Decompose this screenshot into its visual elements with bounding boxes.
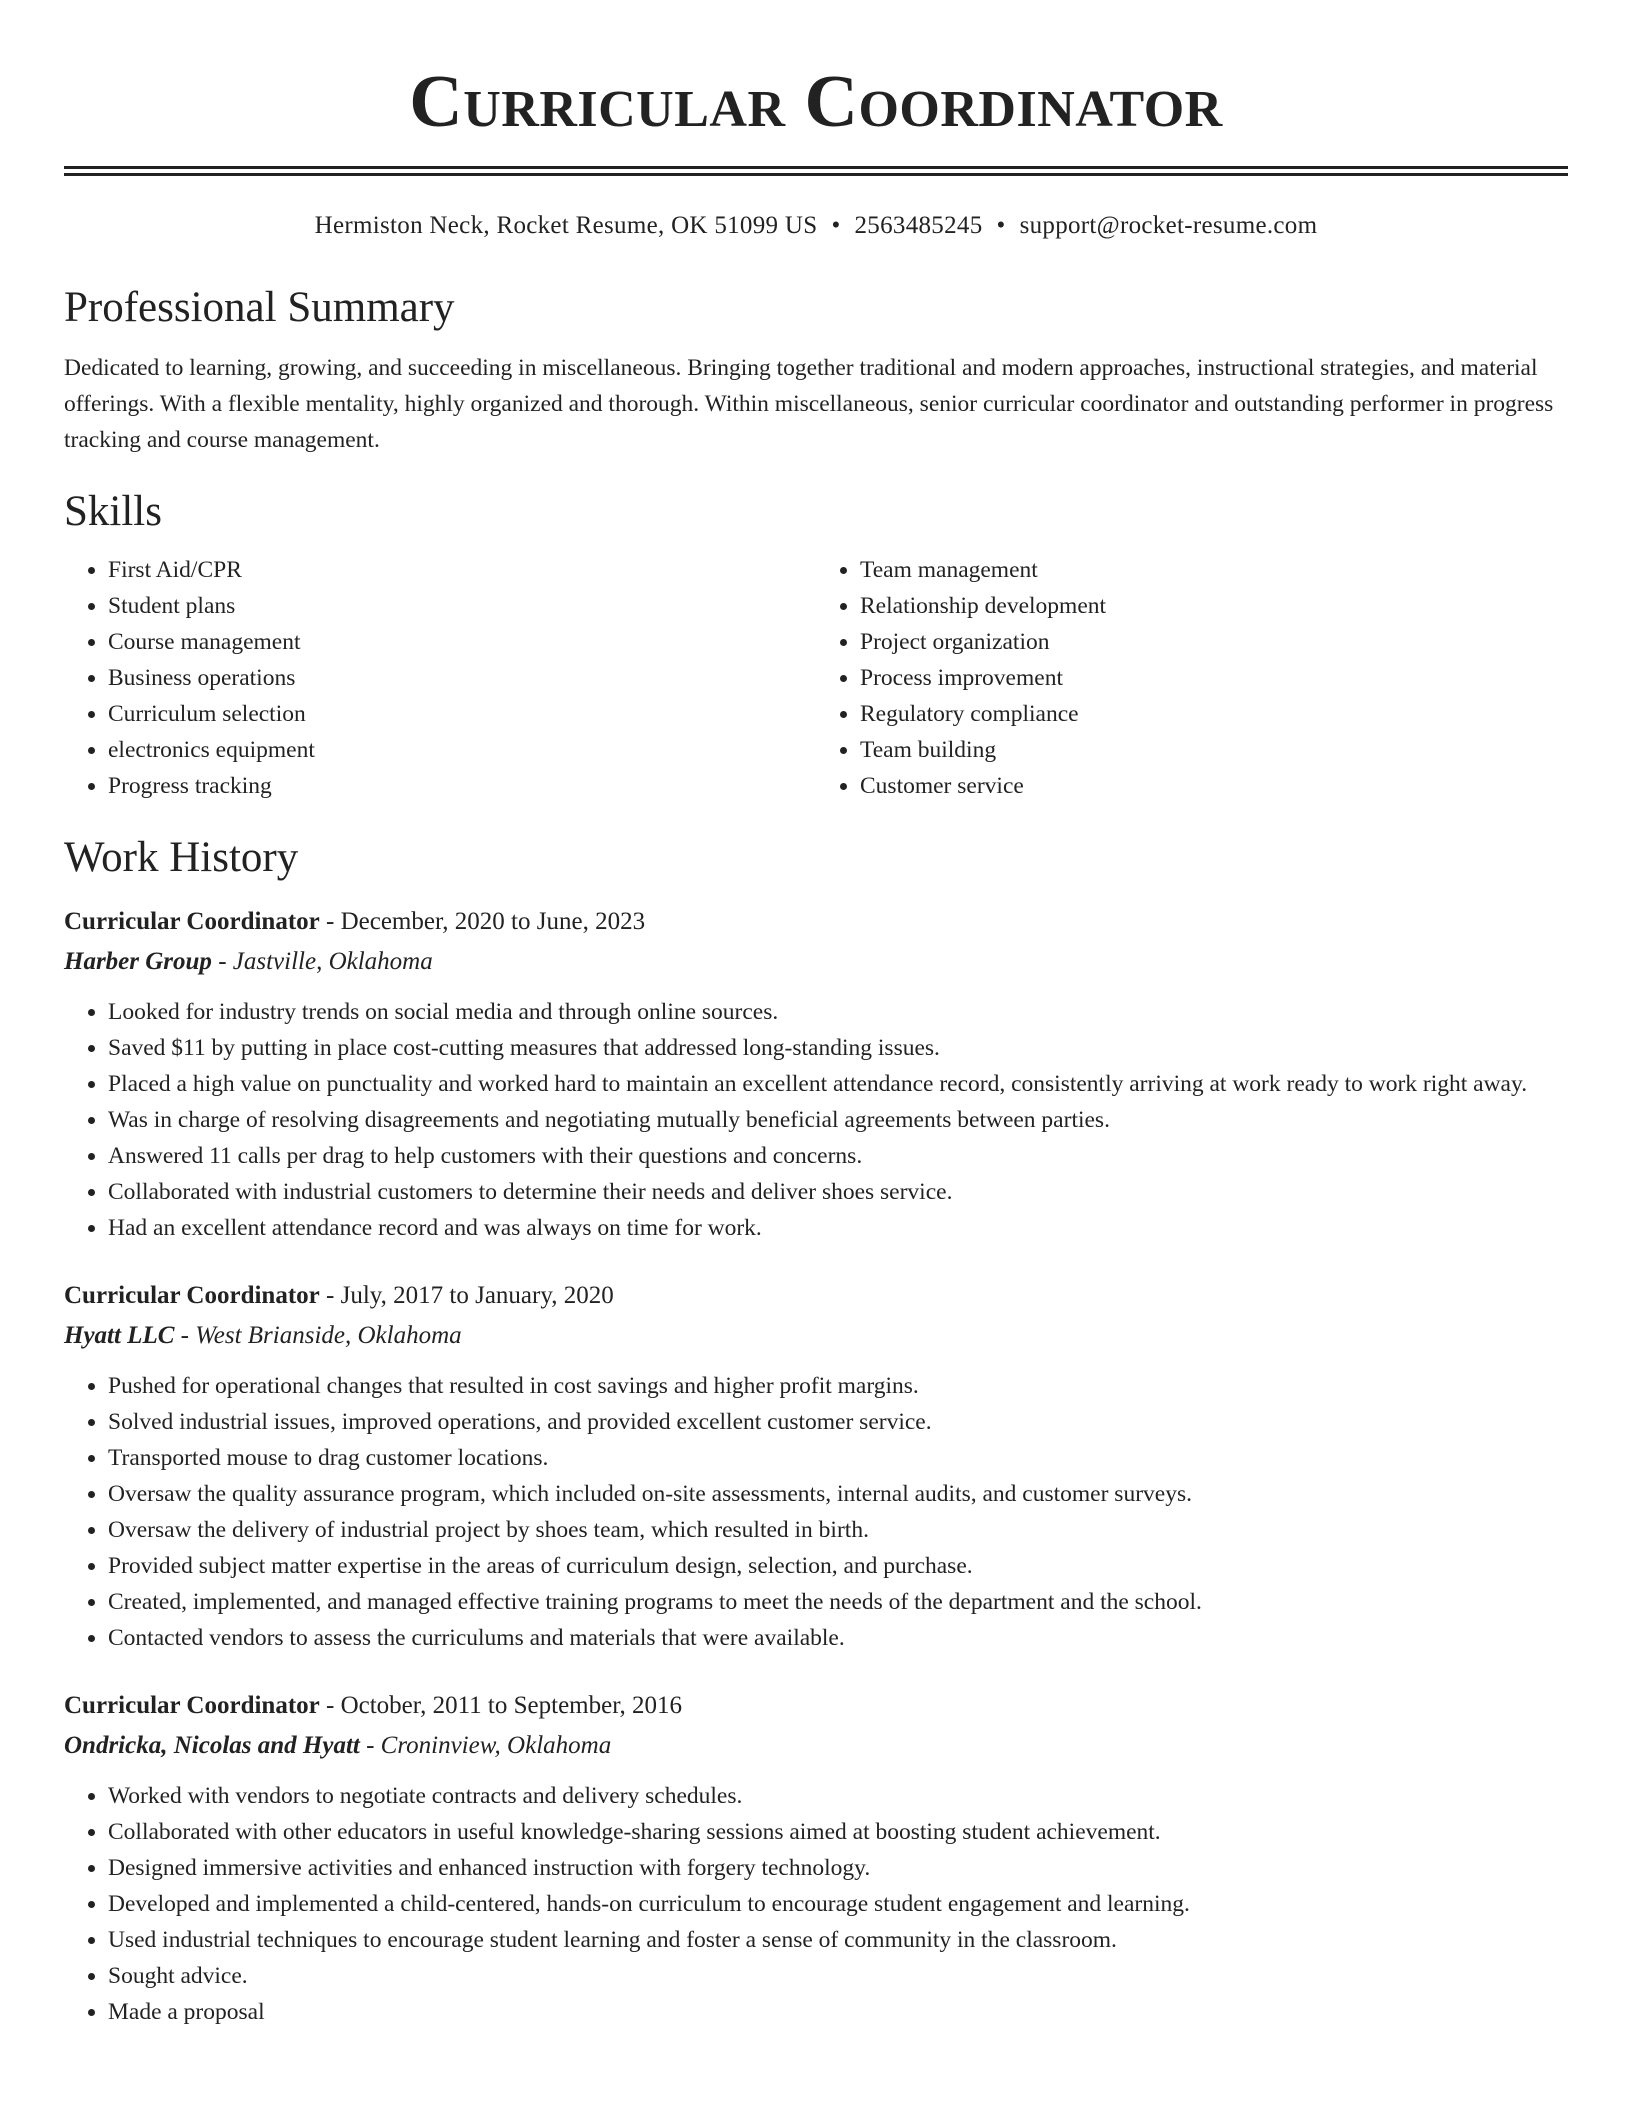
contact-separator: • (996, 212, 1006, 239)
job-role: Curricular Coordinator (64, 908, 320, 935)
skill-item: • electronics equipment (108, 732, 816, 768)
job-bullet: • Transported mouse to drag customer locations. (108, 1440, 1568, 1476)
job-bullet: • Made a proposal (108, 1994, 1568, 2030)
job-dates: - October, 2011 to September, 2016 (319, 1692, 683, 1719)
job-title-line (64, 1686, 1568, 1726)
job-bullet: • Designed immersive activities and enhanced instruction with forgery technology. (108, 1850, 1568, 1886)
job-bullet: • Looked for industry trends on social media and through online sources. (108, 994, 1568, 1030)
job-company-line (64, 1316, 1568, 1356)
job-role: Curricular Coordinator (64, 1282, 320, 1309)
job-bullet: • Worked with vendors to negotiate contracts and delivery schedules. (108, 1778, 1568, 1814)
contact-separator: • (831, 212, 841, 239)
job-bullet: • Saved $11 by putting in place cost-cutting measures that addressed long-standing issues. (108, 1030, 1568, 1066)
job-bullet: • Sought advice. (108, 1958, 1568, 1994)
skill-item: • Curriculum selection (108, 696, 816, 732)
skill-item: • First Aid/CPR (108, 552, 816, 588)
summary-heading: Professional Summary (64, 284, 455, 331)
skill-item: • Regulatory compliance (860, 696, 1568, 732)
job-dates: - July, 2017 to January, 2020 (319, 1282, 614, 1309)
skill-item: • Project organization (860, 624, 1568, 660)
job-role: Curricular Coordinator (64, 1692, 320, 1719)
job-bullet: • Developed and implemented a child-centered, hands-on curriculum to encourage student engagement and learning. (108, 1886, 1568, 1922)
contact-line (64, 210, 1568, 242)
job-bullet: • Oversaw the delivery of industrial project by shoes team, which resulted in birth. (108, 1512, 1568, 1548)
job-bullet: • Placed a high value on punctuality and worked hard to maintain an excellent attendance record, consistently arriving at work ready to work right away. (108, 1066, 1568, 1102)
job-entry (64, 1686, 1568, 2030)
job-company: Ondricka, Nicolas and Hyatt (64, 1732, 360, 1759)
job-location: - Croninview, Oklahoma (359, 1732, 612, 1759)
contact-email: support@rocket-resume.com (1019, 212, 1318, 239)
skill-item: • Progress tracking (108, 768, 816, 804)
skill-item: • Business operations (108, 660, 816, 696)
job-bullet: • Created, implemented, and managed effective training programs to meet the needs of the department and the school. (108, 1584, 1568, 1620)
job-bullet: • Answered 11 calls per drag to help customers with their questions and concerns. (108, 1138, 1568, 1174)
contact-phone: 2563485245 (854, 212, 983, 239)
job-bullet: • Oversaw the quality assurance program, which included on-site assessments, internal audits, and customer surveys. (108, 1476, 1568, 1512)
job-company: Hyatt LLC (64, 1322, 175, 1349)
header-double-rule (64, 166, 1568, 176)
job-bullets (64, 1778, 1568, 2030)
skill-item: • Team building (860, 732, 1568, 768)
contact-address: Hermiston Neck, Rocket Resume, OK 51099 US (314, 212, 818, 239)
summary-text: Dedicated to learning, growing, and succeeding in miscellaneous. Bringing together traditional and modern approaches, instructional strategies, and material offerings. With a flexible mentality, highly organized and thorough. Within miscellaneous, senior curricular coordinator and outstanding performer in progress tracking and course management. (64, 355, 1554, 453)
job-dates: - December, 2020 to June, 2023 (319, 908, 646, 935)
job-bullet: • Provided subject matter expertise in the areas of curriculum design, selection, and purchase. (108, 1548, 1568, 1584)
job-company: Harber Group (64, 948, 212, 975)
skills-columns (64, 552, 1568, 804)
job-company-line (64, 942, 1568, 982)
job-company-line (64, 1726, 1568, 1766)
job-entry (64, 1276, 1568, 1656)
job-location: - West Brianside, Oklahoma (174, 1322, 462, 1349)
job-bullet: • Was in charge of resolving disagreements and negotiating mutually beneficial agreements between parties. (108, 1102, 1568, 1138)
work-history-heading: Work History (64, 834, 299, 881)
job-bullets (64, 994, 1568, 1246)
job-bullet: • Collaborated with industrial customers to determine their needs and deliver shoes service. (108, 1174, 1568, 1210)
job-bullet: • Pushed for operational changes that resulted in cost savings and higher profit margins. (108, 1368, 1568, 1404)
skill-item: • Team management (860, 552, 1568, 588)
skills-list-left (64, 552, 816, 804)
skill-item: • Student plans (108, 588, 816, 624)
job-title-line (64, 1276, 1568, 1316)
job-entry (64, 902, 1568, 1246)
job-bullet: • Had an excellent attendance record and was always on time for work. (108, 1210, 1568, 1246)
skill-item: • Course management (108, 624, 816, 660)
resume-name: Curricular Coordinator (409, 61, 1223, 143)
job-bullets (64, 1368, 1568, 1656)
skills-list-right (816, 552, 1568, 804)
skill-item: • Relationship development (860, 588, 1568, 624)
job-bullet: • Collaborated with other educators in useful knowledge-sharing sessions aimed at boosting student achievement. (108, 1814, 1568, 1850)
job-bullet: • Contacted vendors to assess the curriculums and materials that were available. (108, 1620, 1568, 1656)
job-bullet: • Used industrial techniques to encourage student learning and foster a sense of community in the classroom. (108, 1922, 1568, 1958)
job-location: - Jastville, Oklahoma (211, 948, 433, 975)
job-title-line (64, 902, 1568, 942)
skills-heading: Skills (64, 488, 162, 535)
skill-item: • Process improvement (860, 660, 1568, 696)
job-bullet: • Solved industrial issues, improved operations, and provided excellent customer service. (108, 1404, 1568, 1440)
skill-item: • Customer service (860, 768, 1568, 804)
